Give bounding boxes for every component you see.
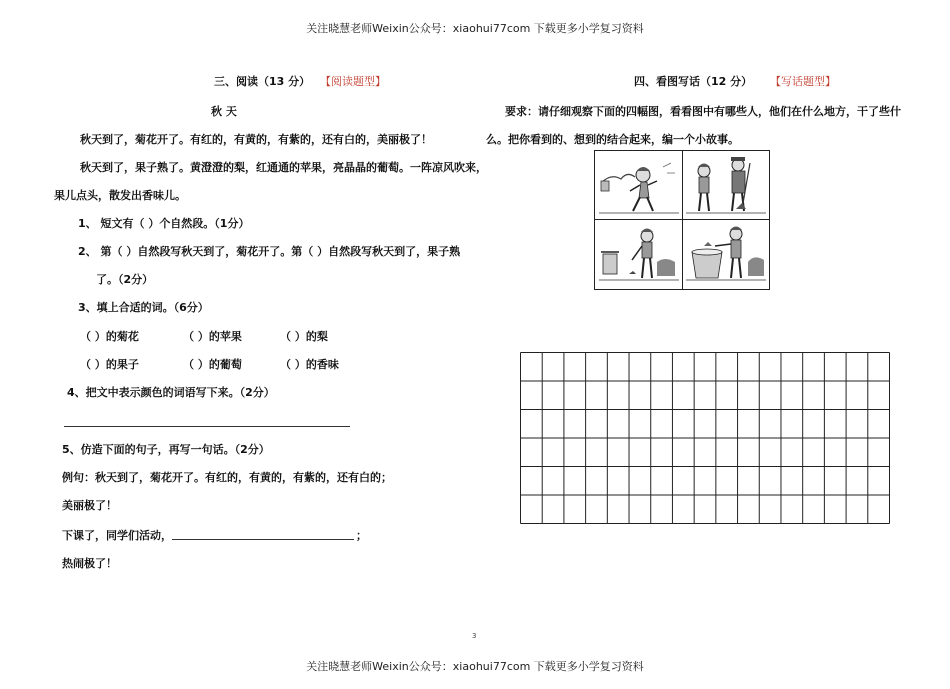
poem-paragraph-1: 秋天到了，菊花开了。有红的，有黄的，有紫的，还有白的，美丽极了！ [80,133,432,146]
poem-paragraph-2-line-1: 秋天到了，果子熟了。黄澄澄的梨，红通通的苹果，亮晶晶的葡萄。一阵凉风吹来， [80,161,487,174]
example-line-2: 美丽极了！ [62,499,117,512]
picture-child-putting-trash-in-bin [684,222,768,286]
last-line: 热闹极了！ [62,557,117,570]
fill-blank-fruit: （ ）的果子 [80,358,139,371]
requirement-line-2: 么。把你看到的、想到的结合起来，编一个小故事。 [486,133,739,146]
reading-section-title: 三、阅读（13 分） [214,75,311,88]
picture-child-and-sweeper [684,153,768,217]
question-4: 4、把文中表示颜色的词语写下来。（2分） [67,386,275,399]
fill-blank-grape: （ ）的葡萄 [183,358,242,371]
question-2-line-1: 2、 第（ ）自然段写秋天到了，菊花开了。第（ ）自然段写秋天到了，果子熟 [78,245,461,258]
question-5: 5、仿造下面的句子，再写一句话。（2分） [62,443,270,456]
writing-grid[interactable] [520,352,890,524]
fill-sentence-blank [172,539,354,540]
picture-child-picking-up-litter [597,222,681,286]
poem-title: 秋 天 [211,105,237,118]
poem-paragraph-2-line-2: 果儿点头，散发出香味儿。 [54,189,186,202]
question-3: 3、填上合适的词。（6分） [78,301,209,314]
picture-writing-tag: 【写话题型】 [770,75,836,88]
page-header: 关注晓慧老师Weixin公众号：xiaohui77com 下载更多小学复习资料 [306,22,644,35]
fill-blank-apple: （ ）的苹果 [183,330,242,343]
fill-blank-chrysanthemum: （ ）的菊花 [80,330,139,343]
four-picture-panel [594,150,770,290]
fill-blank-fragrance: （ ）的香味 [280,358,339,371]
fill-sentence-prefix: 下课了，同学们活动， [62,529,172,542]
page-footer: 关注晓慧老师Weixin公众号：xiaohui77com 下载更多小学复习资料 [306,660,644,673]
picture-child-walking-past-trash [597,153,681,217]
reading-section-tag: 【阅读题型】 [320,75,386,88]
answer-line-q4 [64,426,350,427]
page-number: 3 [472,632,477,640]
example-line-1: 例句：秋天到了，菊花开了。有红的，有黄的，有紫的，还有白的； [62,471,392,484]
question-2-line-2: 了。（2分） [96,273,154,286]
fill-blank-pear: （ ）的梨 [280,330,328,343]
picture-writing-title: 四、看图写话（12 分） [634,75,753,88]
requirement-line-1: 要求：请仔细观察下面的四幅图，看看图中有哪些人，他们在什么地方，干了些什 [505,105,901,118]
question-1: 1、 短文有（ ）个自然段。（1分） [78,217,250,230]
fill-sentence-suffix: ； [356,529,367,542]
